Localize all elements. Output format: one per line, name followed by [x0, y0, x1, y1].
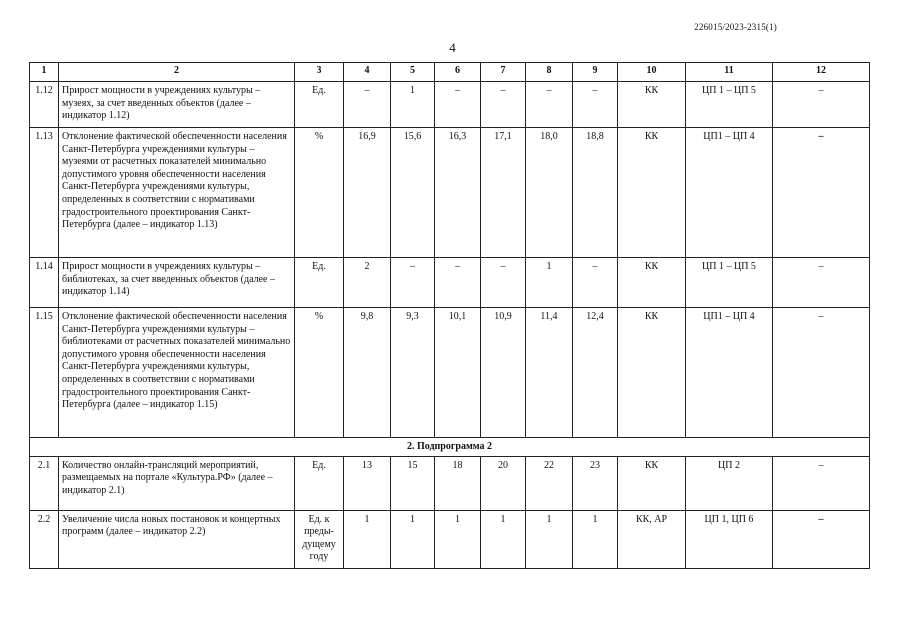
- value-cell: 17,1: [481, 128, 526, 258]
- note-cell: –: [773, 510, 870, 568]
- source-cell: КК: [618, 82, 686, 128]
- goals-cell: ЦП 1, ЦП 6: [686, 510, 773, 568]
- note-cell: –: [773, 128, 870, 258]
- indicator-name: Прирост мощности в учреждениях культуры – музеях, за счет введенных объектов (далее – индикатор 1.12): [59, 82, 295, 128]
- indicator-name: Увеличение числа новых постановок и концертных программ (далее – индикатор 2.2): [59, 510, 295, 568]
- indicator-name: Отклонение фактической обеспеченности населения Санкт-Петербурга учреждениями культуры – библиотеками от расчетных показателей минимально допустимого уровня обеспеченности населения Санкт-Петербурга учреждениями культуры, определенных в соответствии с нормативами градостроительного проектирования Санкт-Петербурга (далее – индикатор 1.15): [59, 308, 295, 438]
- table-row: [30, 510, 870, 568]
- column-header: 5: [391, 63, 435, 82]
- value-cell: –: [435, 258, 481, 308]
- value-cell: –: [573, 82, 618, 128]
- value-cell: 20: [481, 456, 526, 510]
- column-header: 6: [435, 63, 481, 82]
- indicator-name: Прирост мощности в учреждениях культуры – библиотеках, за счет введенных объектов (далее – индикатор 1.14): [59, 258, 295, 308]
- value-cell: 1: [526, 510, 573, 568]
- note-cell: –: [773, 308, 870, 438]
- header-row: [30, 63, 870, 82]
- source-cell: КК: [618, 456, 686, 510]
- indicator-number: 1.13: [30, 128, 59, 258]
- column-header: 3: [295, 63, 344, 82]
- value-cell: 10,1: [435, 308, 481, 438]
- column-header: 9: [573, 63, 618, 82]
- table-row: [30, 82, 870, 128]
- value-cell: –: [391, 258, 435, 308]
- indicator-unit: Ед.: [295, 258, 344, 308]
- value-cell: 2: [344, 258, 391, 308]
- indicator-number: 1.14: [30, 258, 59, 308]
- indicator-unit: Ед. к преды-дущему году: [295, 510, 344, 568]
- value-cell: 16,3: [435, 128, 481, 258]
- column-header: 1: [30, 63, 59, 82]
- value-cell: 1: [435, 510, 481, 568]
- column-header: 12: [773, 63, 870, 82]
- source-cell: КК: [618, 308, 686, 438]
- indicator-number: 2.2: [30, 510, 59, 568]
- value-cell: 18,8: [573, 128, 618, 258]
- indicator-unit: %: [295, 128, 344, 258]
- value-cell: 1: [344, 510, 391, 568]
- value-cell: 22: [526, 456, 573, 510]
- indicator-name: Отклонение фактической обеспеченности населения Санкт-Петербурга учреждениями культуры – музеями от расчетных показателей минимально допустимого уровня обеспеченности населения Санкт-Петербурга учреждениями культуры, определенных в соответствии с нормативами градостроительного проектирования Санкт-Петербурга (далее – индикатор 1.13): [59, 128, 295, 258]
- value-cell: –: [573, 258, 618, 308]
- value-cell: 13: [344, 456, 391, 510]
- value-cell: 9,3: [391, 308, 435, 438]
- value-cell: –: [481, 82, 526, 128]
- value-cell: 12,4: [573, 308, 618, 438]
- goals-cell: ЦП1 – ЦП 4: [686, 128, 773, 258]
- table-row: [30, 128, 870, 258]
- value-cell: 1: [391, 510, 435, 568]
- value-cell: –: [481, 258, 526, 308]
- column-header: 11: [686, 63, 773, 82]
- column-header: 10: [618, 63, 686, 82]
- source-cell: КК, АР: [618, 510, 686, 568]
- note-cell: –: [773, 82, 870, 128]
- column-header: 2: [59, 63, 295, 82]
- value-cell: 1: [391, 82, 435, 128]
- value-cell: 16,9: [344, 128, 391, 258]
- value-cell: 10,9: [481, 308, 526, 438]
- indicator-number: 1.15: [30, 308, 59, 438]
- value-cell: 15,6: [391, 128, 435, 258]
- indicator-number: 2.1: [30, 456, 59, 510]
- value-cell: 1: [526, 258, 573, 308]
- indicators-table: [29, 62, 870, 569]
- section-title: 2. Подпрограмма 2: [30, 438, 870, 457]
- table-row: [30, 258, 870, 308]
- value-cell: 9,8: [344, 308, 391, 438]
- value-cell: 18: [435, 456, 481, 510]
- goals-cell: ЦП 1 – ЦП 5: [686, 258, 773, 308]
- indicator-unit: %: [295, 308, 344, 438]
- indicator-unit: Ед.: [295, 82, 344, 128]
- value-cell: 18,0: [526, 128, 573, 258]
- goals-cell: ЦП 1 – ЦП 5: [686, 82, 773, 128]
- value-cell: –: [526, 82, 573, 128]
- value-cell: –: [435, 82, 481, 128]
- page-number: 4: [449, 40, 456, 55]
- column-header: 8: [526, 63, 573, 82]
- value-cell: 23: [573, 456, 618, 510]
- column-header: 7: [481, 63, 526, 82]
- table-row: [30, 308, 870, 438]
- note-cell: –: [773, 456, 870, 510]
- value-cell: 11,4: [526, 308, 573, 438]
- value-cell: –: [344, 82, 391, 128]
- column-header: 4: [344, 63, 391, 82]
- indicator-unit: Ед.: [295, 456, 344, 510]
- indicator-name: Количество онлайн-трансляций мероприятий, размещаемых на портале «Культура.РФ» (далее – индикатор 2.1): [59, 456, 295, 510]
- goals-cell: ЦП1 – ЦП 4: [686, 308, 773, 438]
- document-number: 226015/2023-2315(1): [694, 22, 777, 32]
- section-row: [30, 438, 870, 457]
- table-row: [30, 456, 870, 510]
- source-cell: КК: [618, 258, 686, 308]
- source-cell: КК: [618, 128, 686, 258]
- value-cell: 1: [573, 510, 618, 568]
- goals-cell: ЦП 2: [686, 456, 773, 510]
- value-cell: 15: [391, 456, 435, 510]
- indicator-number: 1.12: [30, 82, 59, 128]
- value-cell: 1: [481, 510, 526, 568]
- note-cell: –: [773, 258, 870, 308]
